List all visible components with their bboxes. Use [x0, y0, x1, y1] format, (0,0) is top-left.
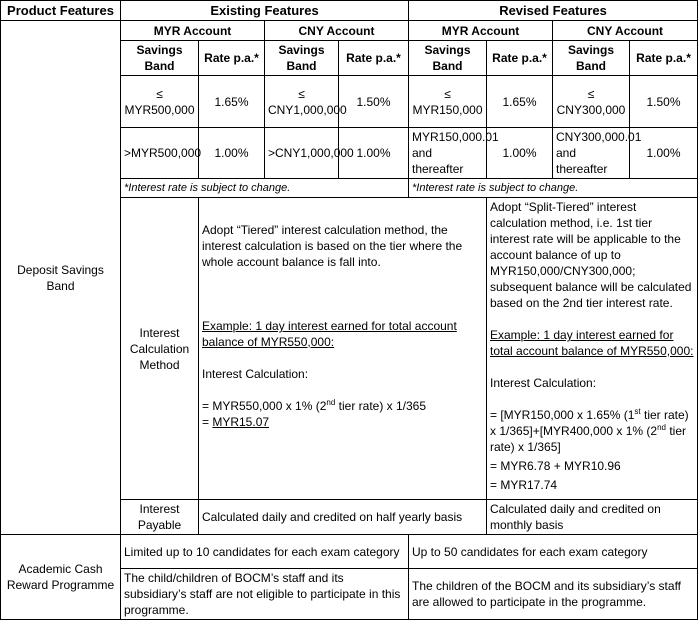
band-cell: ≤ CNY300,000	[553, 76, 630, 128]
rate-cell: 1.00%	[199, 128, 265, 179]
revised-rate-note: *Interest rate is subject to change.	[409, 179, 698, 198]
calc-sup: nd	[657, 423, 667, 432]
academic-cash-reward-label: Academic Cash Reward Programme	[1, 535, 121, 620]
revised-example-text: Example: 1 day interest earned for total account balance of MYR550,000:	[490, 328, 694, 358]
rate-cell: 1.00%	[339, 128, 409, 179]
calc-text: tier rate) x 1/365]	[490, 424, 687, 454]
rate-header: Rate p.a.*	[630, 41, 698, 76]
revised-features-header: Revised Features	[409, 1, 698, 21]
existing-cny-account-header: CNY Account	[265, 21, 409, 41]
band-cell: >CNY1,000,000	[265, 128, 339, 179]
band-cell: MYR150,000.01 and thereafter	[409, 128, 487, 179]
existing-features-header: Existing Features	[121, 1, 409, 21]
calc-text: = [MYR150,000 x 1.65% (1	[490, 408, 635, 422]
rate-cell: 1.65%	[199, 76, 265, 128]
savings-band-header: Savings Band	[265, 41, 339, 76]
calc-sup: nd	[326, 398, 336, 407]
interest-calculation-method-label: Interest Calculation Method	[121, 198, 199, 500]
existing-myr-account-header: MYR Account	[121, 21, 265, 41]
existing-method-description: Adopt “Tiered” interest calculation method, the interest calculation is based on the tier where the whole account balance is fall into.	[202, 223, 463, 269]
existing-calc-result	[202, 414, 483, 430]
revised-academic-limit: Up to 50 candidates for each exam category	[409, 535, 698, 569]
revised-interest-payable: Calculated daily and credited on monthly basis	[487, 500, 698, 535]
existing-rate-note: *Interest rate is subject to change.	[121, 179, 409, 198]
calc-text: tier rate) x 1/365	[335, 399, 427, 413]
calc-text: =	[202, 415, 213, 429]
calc-text: tier rate) x 1/365]+[MYR400,000 x 1% (2	[490, 408, 689, 438]
existing-interest-method-cell	[199, 198, 487, 500]
rate-header: Rate p.a.*	[487, 41, 553, 76]
band-cell: ≤ MYR500,000	[121, 76, 199, 128]
revised-calc-line2: = MYR6.78 + MYR10.96	[490, 459, 621, 473]
revised-calc-line3: = MYR17.74	[490, 478, 558, 492]
savings-band-header: Savings Band	[553, 41, 630, 76]
rate-cell: 1.65%	[487, 76, 553, 128]
band-cell: CNY300,000.01 and thereafter	[553, 128, 630, 179]
revised-method-description: Adopt “Split-Tiered” interest calculation method, i.e. 1st tier interest rate will be applicable to the account balance of up to MYR150,000/CNY300,000; subsequent balance will be calculated based on the 2nd tier interest rate.	[490, 200, 692, 310]
product-features-header: Product Features	[1, 1, 121, 21]
savings-band-header: Savings Band	[121, 41, 199, 76]
existing-interest-payable: Calculated daily and credited on half yearly basis	[199, 500, 487, 535]
rate-cell: 1.00%	[487, 128, 553, 179]
interest-payable-label: Interest Payable	[121, 500, 199, 535]
existing-academic-limit: Limited up to 10 candidates for each exam category	[121, 535, 409, 569]
revised-myr-account-header: MYR Account	[409, 21, 553, 41]
revised-cny-account-header: CNY Account	[553, 21, 698, 41]
rate-cell: 1.50%	[630, 76, 698, 128]
deposit-savings-band-label: Deposit Savings Band	[1, 21, 121, 535]
calc-sup: st	[634, 407, 641, 416]
rate-cell: 1.50%	[339, 76, 409, 128]
revised-calc-line	[490, 407, 694, 455]
existing-calc-label: Interest Calculation:	[202, 367, 309, 381]
existing-example-text: Example: 1 day interest earned for total account balance of MYR550,000:	[202, 319, 457, 349]
existing-calc-line	[202, 398, 483, 414]
revised-academic-eligibility: The children of the BOCM and its subsidiary’s staff are allowed to participate in the programme.	[409, 569, 698, 620]
revised-calc-label: Interest Calculation:	[490, 376, 597, 390]
rate-cell: 1.00%	[630, 128, 698, 179]
rate-header: Rate p.a.*	[339, 41, 409, 76]
calc-text: = MYR550,000 x 1% (2	[202, 399, 327, 413]
band-cell: ≤ CNY1,000,000	[265, 76, 339, 128]
savings-band-header: Savings Band	[409, 41, 487, 76]
existing-academic-eligibility: The child/children of BOCM’s staff and its subsidiary’s staff are not eligible to participate in this programme.	[121, 569, 409, 620]
revised-interest-method-cell	[487, 198, 698, 500]
rate-header: Rate p.a.*	[199, 41, 265, 76]
band-cell: ≤ MYR150,000	[409, 76, 487, 128]
band-cell: >MYR500,000	[121, 128, 199, 179]
calc-result-value: MYR15.07	[212, 415, 270, 429]
